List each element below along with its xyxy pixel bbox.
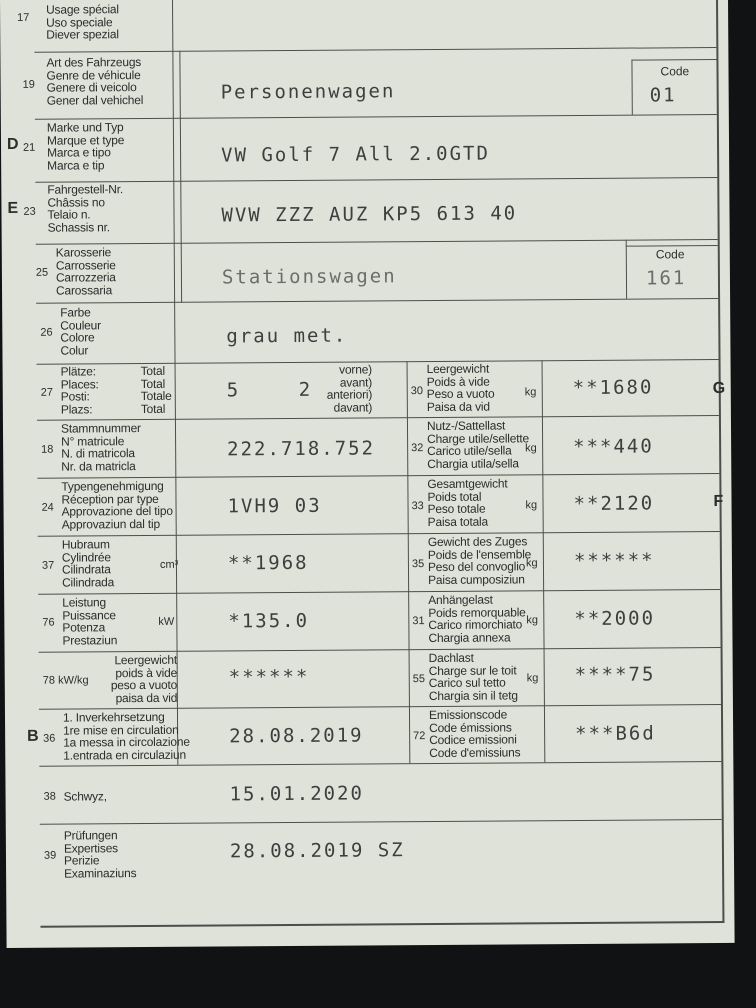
emission-code-value: ***B6d (575, 722, 656, 746)
power-value: *135.0 (228, 609, 310, 633)
color-value: grau met. (226, 324, 348, 348)
row-76-label: Leistung Puissance Potenza Prestaziun (62, 595, 118, 648)
row-33-unit: kg (525, 499, 538, 512)
master-number-value: 222.718.752 (227, 437, 376, 461)
seats-front-label: vorne) avant) anteriori) davant) (326, 362, 373, 415)
row-23-number: 23 (23, 205, 36, 218)
row-36-number: 36 (43, 732, 56, 745)
row-30-unit: kg (524, 386, 537, 399)
row-32-label: Nutz-/Sattellast Charge utile/sellette Carico utile/sella Chargia utila/sella (426, 418, 529, 471)
chassis-number-value: WVW ZZZ AUZ KP5 613 40 (221, 202, 518, 227)
row-21-label: Marke und Typ Marque et type Marca e tipo Marca e tip (46, 120, 125, 173)
row-17-number: 17 (17, 11, 30, 24)
displacement-value: **1968 (227, 551, 309, 575)
make-model-value: VW Golf 7 All 2.0GTD (221, 142, 490, 167)
side-marker-g: G (712, 379, 726, 398)
row-35-number: 35 (411, 558, 425, 571)
train-weight-value: ****** (573, 549, 655, 573)
issue-date-value: 15.01.2020 (229, 782, 365, 806)
row-55-label: Dachlast Charge sur le toit Carico sul tetto Chargia sin il tetg (428, 650, 518, 703)
row-76-unit: kW (158, 615, 175, 628)
seats-total-value: 5 (226, 379, 241, 402)
row-24-label: Typengenehmigung Réception par type Approvazione del tipo Approvaziun dal tip (61, 478, 173, 532)
form-panel (6, 0, 726, 928)
row-23-label: Fahrgestell-Nr. Châssis no Telaio n. Schassis nr. (47, 182, 124, 235)
row-39-label: Prüfungen Expertises Perizie Examinaziuns (63, 828, 137, 881)
row-72-label: Emissionscode Code émissions Codice emissioni Code d'emissiuns (428, 707, 521, 760)
row-25-number: 25 (35, 266, 49, 279)
empty-weight-value: **1680 (572, 376, 654, 400)
row-37-number: 37 (41, 559, 55, 572)
row-21-number: 21 (22, 141, 36, 154)
inspection-value: 28.08.2019 SZ (229, 839, 405, 863)
row-27-total-label: Total Total Totale Total (140, 363, 172, 416)
row-18-label: Stammnummer N° matricule N. di matricola Nr. da matricla (60, 421, 141, 474)
gross-weight-value: **2120 (573, 492, 655, 516)
roof-load-value: ****75 (574, 663, 656, 687)
body-type-value: Stationswagen (221, 265, 397, 289)
type-approval-value: 1VH9 03 (227, 494, 322, 518)
row-31-unit: kg (526, 614, 539, 627)
row-72-number: 72 (413, 730, 426, 743)
row-32-unit: kg (525, 442, 537, 455)
row-33-label: Gesamtgewicht Poids total Peso totale Paisa totala (427, 476, 508, 529)
row-38-number: 38 (43, 790, 56, 803)
row-31-label: Anhängelast Poids remorquable Carico rimorchiato Chargia annexa (428, 592, 526, 645)
row-19-label: Art des Fahrzeugs Genre de véhicule Genere di veicolo Gener dal vehichel (46, 55, 144, 108)
row-24-number: 24 (41, 501, 54, 514)
row-33-number: 33 (411, 500, 424, 513)
vehicle-type-code: 01 (649, 84, 677, 107)
row-55-number: 55 (412, 673, 426, 686)
row-19-number: 19 (22, 78, 35, 91)
row-78-label: Leergewicht poids à vide peso a vuoto paisa da vid (110, 652, 178, 705)
row-55-unit: kg (526, 672, 539, 685)
body-type-code: 161 (645, 267, 687, 290)
row-37-unit: cm³ (159, 558, 179, 571)
seats-front-value: 2 (298, 378, 313, 401)
vehicle-type-value: Personenwagen (220, 80, 396, 104)
row-37-label: Hubraum Cylindrée Cilindrata Cilindrada (61, 537, 115, 590)
row-27-number: 27 (40, 386, 54, 399)
row-39-number: 39 (43, 849, 57, 862)
side-marker-d: D (6, 135, 19, 153)
row-76-number: 76 (42, 616, 55, 629)
row-18-number: 18 (41, 443, 54, 456)
row-36-label: 1. Inverkehrsetzung 1re mise en circulation 1a messa in circolazione 1.entrada en circulaziun (62, 709, 190, 763)
towing-weight-value: **2000 (574, 607, 656, 631)
row-78-number: 78 kW/kg (42, 674, 89, 687)
row-30-number: 30 (410, 385, 424, 398)
row-38-label: Schwyz, (63, 789, 107, 804)
row-32-number: 32 (411, 442, 424, 455)
side-marker-f: F (713, 492, 724, 511)
power-weight-value: ****** (228, 665, 310, 689)
row-35-unit: kg (525, 557, 538, 570)
vehicle-type-code-label: Code (660, 64, 690, 79)
row-25-label: Karosserie Carrosserie Carrozzeria Carossaria (55, 245, 116, 298)
row-26-label: Farbe Couleur Colore Colur (60, 305, 101, 358)
first-registration-value: 28.08.2019 (229, 724, 364, 748)
side-marker-b: B (27, 727, 39, 745)
row-26-number: 26 (40, 326, 53, 339)
row-17-label: Usage spécial Uso speciale Diever spezial (46, 2, 119, 42)
row-35-label: Gewicht des Zuges Poids de l'ensemble Peso del convoglio Paisa cumposiziun (427, 534, 532, 587)
body-type-code-label: Code (655, 247, 685, 262)
row-27-label: Plätze: Places: Posti: Plazs: (60, 364, 99, 417)
payload-value: ***440 (573, 435, 654, 459)
row-31-number: 31 (412, 615, 425, 628)
side-marker-e: E (7, 199, 19, 217)
row-30-label: Leergewicht Poids à vide Peso a vuoto Paisa da vid (426, 361, 495, 414)
